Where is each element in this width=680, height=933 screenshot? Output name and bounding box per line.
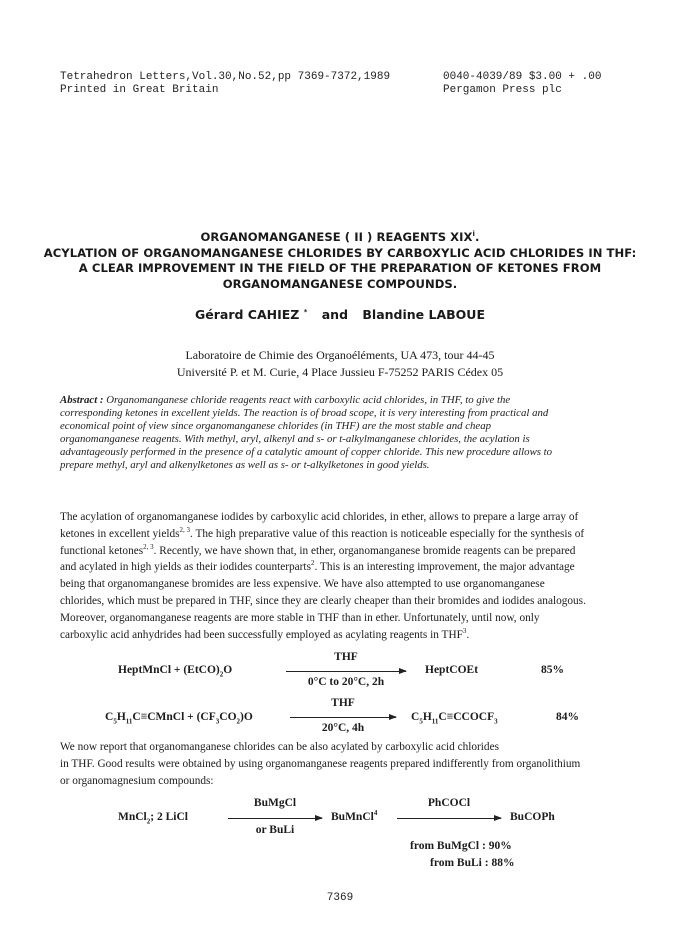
- author-list: [0, 307, 680, 322]
- page-number: 7369: [326, 892, 354, 904]
- abstract-line-5: advantageously performed in the presence of a catalytic amount of copper chloride. This new procedure allows to: [60, 446, 553, 458]
- title-line-4: ORGANOMANGANESE COMPOUNDS.: [222, 276, 458, 291]
- citation-ref: 3: [462, 626, 467, 635]
- reaction-arrow: [290, 717, 396, 718]
- title-line-1: ORGANOMANGANESE ( II ) REAGENTS XIX$^i$.: [200, 230, 480, 244]
- issn-price: 0040-4039/89 $3.00 + .00: [443, 71, 602, 83]
- abstract-line-1: Organomanganese chloride reagents react with carboxylic acid chlorides, in THF, to give the: [106, 394, 511, 406]
- scheme2-conditions: 20°C, 4h: [321, 722, 365, 734]
- body-paragraph-2: We now report that organomanganese chlorides can be also acylated by carboxylic acid chlorides in THF. Good results were obtained by using organomanganese reagents prepared indifferently from organolithium or organomagnesium compounds:: [60, 741, 581, 787]
- affiliation-line-1: Laboratoire de Chimie des Organoéléments, UA 473, tour 44-45: [185, 348, 495, 362]
- scheme1-yield: 85%: [541, 664, 564, 676]
- scheme3-yield-row-1: from BuMgCl : 90%: [410, 840, 512, 852]
- abstract-line-3: economical point of view since organomanganese chlorides (in THF) are the most stable and cheap: [60, 420, 491, 432]
- reaction-arrow: [228, 818, 322, 819]
- body-paragraph-1: The acylation of organomanganese iodides by carboxylic acid chlorides, in ether, allows to prepare a large array of ketones in excellent yields$^{2, 3}$. The high preparative value of this reaction is noticeable especially for the synthesis of functional ketones$^{2, 3}$. Recently, we have shown that, in ether, organomanganese bromide reagents can be prepared and acylated in high yields as their iodides counterparts$^2$. This is an interesting improvement, the major advantage being that organomanganese bromides are less expensive. We have also attempted to use organomanganese chlorides, which must be prepared in THF, since they are clearly cheaper than their bromides and iodides analogous. Moreover, organomanganese reagents are more stable in THF than in ether. Unfortunately, until now, only carboxylic acid anhydrides had been successfully employed as acylating reagents in THF$^3$.: [60, 511, 586, 641]
- reaction-scheme-1: [0, 651, 680, 691]
- reaction-scheme-2: [0, 696, 680, 738]
- journal-header-right: [443, 71, 643, 97]
- scheme3-reagent-2: PhCOCl: [427, 797, 471, 809]
- scheme1-solvent: THF: [334, 651, 358, 663]
- reaction-arrow: [397, 818, 501, 819]
- publisher: Pergamon Press plc: [443, 84, 562, 96]
- scheme2-reactants: $C_5H_{11}C\equiv CMnCl + (CF_3CO_2)O$: [105, 711, 253, 726]
- scheme3-start: MnCl$_2$; 2 LiCl: [118, 811, 188, 826]
- scheme2-product: $C_5H_{11}C\equiv CCOCF_3$: [411, 711, 498, 726]
- reaction-arrow: [286, 671, 406, 672]
- abstract-label: Abstract :: [60, 394, 104, 406]
- scheme1-product: HeptCOEt: [425, 664, 479, 676]
- journal-citation: Tetrahedron Letters,Vol.30,No.52,pp 7369-7372,1989: [60, 71, 391, 83]
- reaction-scheme-3: [0, 795, 680, 875]
- scheme3-product: BuCOPh: [510, 811, 555, 823]
- affiliation-line-2: Université P. et M. Curie, 4 Place Jussieu F-75252 PARIS Cédex 05: [176, 365, 504, 379]
- abstract-line-4: organomanganese reagents. With methyl, aryl, alkenyl and s- or t-alkylmanganese chlorides, the acylation is: [60, 433, 530, 445]
- abstract-line-2: corresponding ketones in excellent yields. The reaction is of broad scope, it is very interesting from practical and: [60, 407, 549, 419]
- citation-ref: 2, 3: [143, 542, 154, 551]
- scheme1-reactants: HeptMnCl + $(EtCO)_2O$: [118, 664, 233, 679]
- citation-ref: 2: [310, 559, 315, 568]
- author-2: Blandine LABOUE: [362, 307, 485, 322]
- journal-header-left: [60, 71, 440, 97]
- corresponding-author-mark: *: [303, 307, 308, 316]
- paper-title: [30, 230, 650, 292]
- title-line-3: A CLEAR IMPROVEMENT IN THE FIELD OF THE PREPARATION OF KETONES FROM: [78, 261, 602, 275]
- scheme2-solvent: THF: [331, 697, 355, 709]
- printed-in: Printed in Great Britain: [60, 84, 219, 96]
- author-conjunction: and: [321, 307, 349, 322]
- scheme3-reagent-1: BuMgCl: [253, 797, 297, 809]
- citation-ref: 2, 3: [179, 526, 191, 535]
- author-1: Gérard CAHIEZ: [194, 307, 300, 322]
- scheme2-yield: 84%: [556, 711, 579, 723]
- affiliation: [0, 347, 680, 381]
- abstract-line-6: prepare methyl, aryl and alkenylketones as well as s- or t-alkylketones in good yields.: [60, 459, 430, 471]
- scheme3-yield-row-2: from BuLi : 88%: [430, 857, 515, 869]
- scheme3-intermediate: BuMnCl$^4$: [331, 809, 378, 823]
- abstract: [60, 394, 626, 472]
- scheme3-reagent-1-alt: or BuLi: [255, 824, 295, 836]
- title-line-2: ACYLATION OF ORGANOMANGANESE CHLORIDES BY CARBOXYLIC ACID CHLORIDES IN THF:: [43, 245, 637, 260]
- scheme1-conditions: 0°C to 20°C, 2h: [307, 676, 385, 688]
